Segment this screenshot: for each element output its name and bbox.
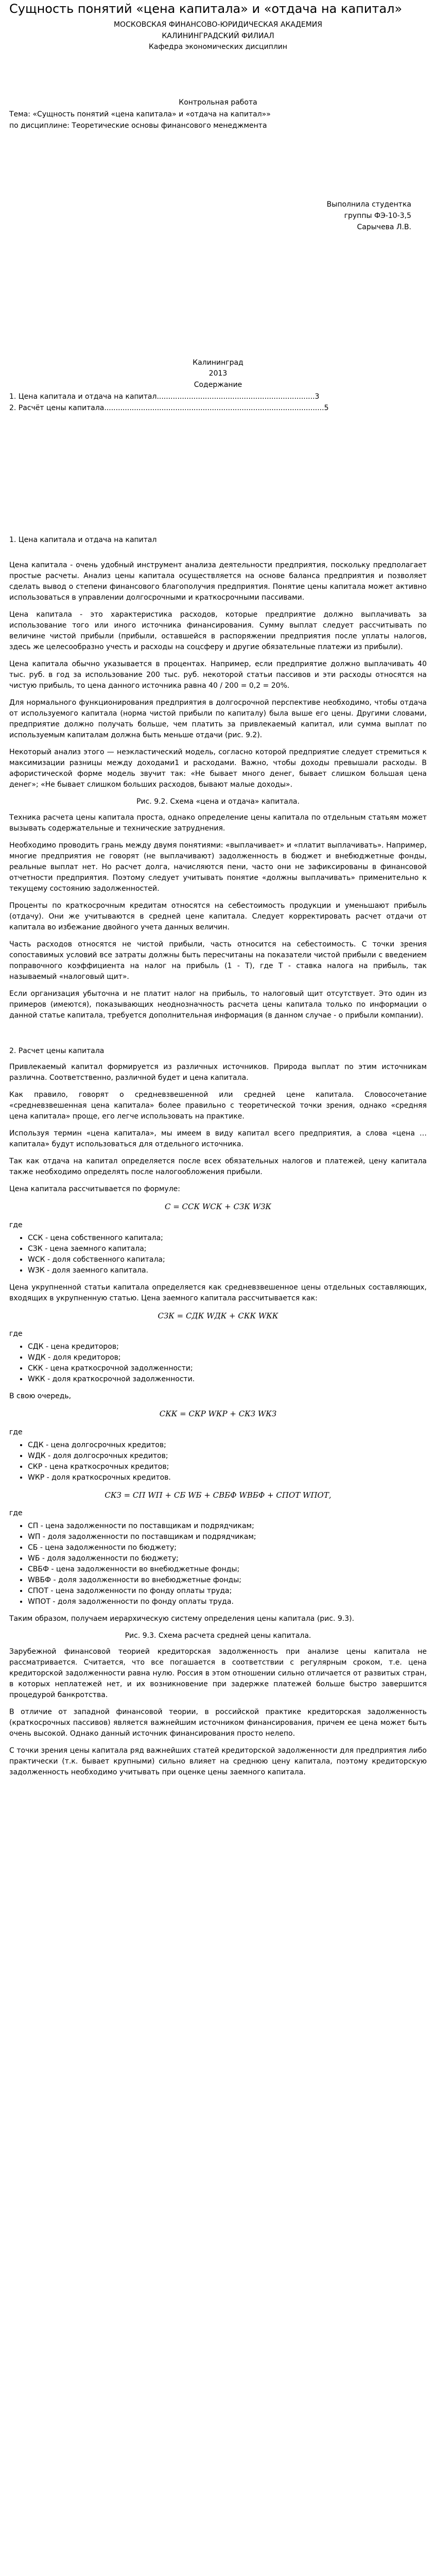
legend-item: • WДК - доля долгосрочных кредитов; xyxy=(28,1451,427,1462)
paragraph: Цена капитала рассчитывается по формуле: xyxy=(9,1185,180,1194)
paragraph: Цена капитала - очень удобный инструмент анализа деятельности предприятия, поскольку предполагает простые расчеты. Анализ цены капитала осуществляется на основе баланса предприятия и позволяет сделать вывод о степени финансового благополучия предприятия. Понятие цены капитала может активно использоваться в управлении долгосрочными и краткосрочными пассивами. xyxy=(9,561,427,602)
paragraph: Некоторый анализ этого — неэкластический модель, согласно которой предприятие следует стремиться к максимизации разницы между доходами1 и расходами. Важно, чтобы доходы превышали расходы. В афористической форме модель звучит так: «Не бывает много денег, бывает слишком большая цена денег»; «Не бывает слишком больших расходов, бывают малые доходы». xyxy=(9,748,427,789)
legend-item: • WБ - доля задолженности по бюджету; xyxy=(28,1553,427,1564)
formula-capital-cost: C = CСК WСК + CЗК WЗК xyxy=(164,1202,272,1212)
legend-item: • WП - доля задолженности по поставщикам и подрядчикам; xyxy=(28,1532,427,1543)
signature-line-2: группы ФЭ-10-3,5 xyxy=(344,211,411,220)
where-label: где xyxy=(9,1221,23,1229)
paragraph: Для нормального функционирования предприятия в долгосрочной перспективе необходимо, чтобы отдача от используемого капитала (норма чистой прибыли по капиталу) была выше его цены. Другими словами, предприятие должно получать больше, чем платить за привлекаемый капитал, или сумма выплат по используемым капиталам должна быть меньше отдачи (рис. 9.2). xyxy=(9,699,427,740)
where-label: где xyxy=(9,1330,23,1338)
formula-legend xyxy=(9,1233,427,1276)
formula-legend xyxy=(9,1440,427,1483)
legend-item: • CДК - цена кредиторов; xyxy=(28,1342,427,1352)
legend-item: • WПОТ - доля задолженности по фонду оплаты труда. xyxy=(28,1597,427,1607)
section-1-heading: 1. Цена капитала и отдача на капитал xyxy=(9,536,157,545)
section-1 xyxy=(9,535,427,1021)
signature-line-3: Сарычева Л.В. xyxy=(357,223,411,232)
table-of-contents xyxy=(9,380,427,414)
department-name: Кафедра экономических дисциплин xyxy=(148,43,288,52)
paragraph: Как правило, говорят о средневзвешенной или средней цене капитала. Словосочетание «средневзвешенная цена капитала» более правильно с теоретической точки зрения, однако «средняя цена капитала» проще, его легче использовать на практике. xyxy=(9,1091,427,1121)
paragraph: Цена укрупненной статьи капитала определяется как средневзвешенное цены отдельных составляющих, входящих в укрупненную статью. Цена заемного капитала рассчитывается как: xyxy=(9,1283,427,1302)
toc-item[interactable]: 2. Расчёт цены капитала................................................................................................5 xyxy=(9,403,329,412)
legend-item: • CП - цена задолженности по поставщикам и подрядчикам; xyxy=(28,1521,427,1532)
where-label: где xyxy=(9,1428,23,1436)
branch-name: КАЛИНИНГРАДСКИЙ ФИЛИАЛ xyxy=(162,31,274,40)
formula-debt-cost: CЗК = CДК WДК + CКК WКК xyxy=(158,1311,278,1320)
figure-caption: Рис. 9.2. Схема «цена и отдача» капитала. xyxy=(136,798,300,806)
legend-item: • CБ - цена задолженности по бюджету; xyxy=(28,1543,427,1553)
paragraph: Цена капитала обычно указывается в процентах. Например, если предприятие должно выплачивать 40 тыс. руб. в год за использование 200 тыс. руб. некоторой статьи пассивов и эти расходы относятся на чистую прибыль, то цена данного источника равна 40 / 200 = 0,2 = 20%. xyxy=(9,660,427,690)
paragraph: Если организация убыточна и не платит налог на прибыль, то налоговый щит отсутствует. Это один из примеров (имеются), показывающих неоднозначность расчета цены капитала только по информации о данной статье капитала, требуется дополнительная информация (в данном случае - о прибыли компании). xyxy=(9,990,427,1020)
legend-item: • CКК - цена краткосрочной задолженности; xyxy=(28,1363,427,1374)
paragraph: Необходимо проводить грань между двумя понятиями: «выплачивает» и «платит выплачивать». Например, многие предприятия не говорят (не выплачивают) задолженность в бюджет и внебюджетные фонды, реальные выплат нет. Но расчет долга, начисляются пени, часто они не зафиксированы в финансовой отчетности предприятия. Поэтому следует учитывать понятие «должны выплачивать» применительно к текущему состоянию задолженностей. xyxy=(9,841,427,893)
section-2 xyxy=(9,1046,427,1778)
work-topic: Тема: «Сущность понятий «цена капитала» и «отдача на капитал»» xyxy=(9,110,271,118)
signature-area xyxy=(9,132,427,302)
paragraph: Проценты по краткосрочным кредитам относятся на себестоимость продукции и уменьшают прибыль (отдачу). Они же учитываются в средней цене капитала. Следует корректировать расчет отдачи от капитала во избежание двойного учета данных величин. xyxy=(9,902,427,932)
section-2-heading: 2. Расчет цены капитала xyxy=(9,1047,104,1056)
formula-short-term-cost: CКК = CКР WКР + CКЗ WКЗ xyxy=(159,1409,277,1419)
legend-item: • WСК - доля собственного капитала; xyxy=(28,1255,427,1265)
legend-item: • CКР - цена краткосрочных кредитов; xyxy=(28,1462,427,1472)
legend-item: • CЗК - цена заемного капитала; xyxy=(28,1244,427,1255)
paragraph: Используя термин «цена капитала», мы имеем в виду капитал всего предприятия, а слова «цена … капитала» будут использоваться для отдельного источника. xyxy=(9,1129,427,1149)
work-discipline: по дисциплине: Теоретические основы финансового менеджмента xyxy=(9,122,267,130)
formula-legend xyxy=(9,1521,427,1607)
legend-item: • WВБФ - доля задолженности во внебюджетные фонды; xyxy=(28,1575,427,1586)
toc-heading: Содержание xyxy=(194,380,242,389)
paragraph: Привлекаемый капитал формируется из различных источников. Природа выплат по этим источникам различна. Соответственно, различной будет и цена капитала. xyxy=(9,1063,427,1082)
legend-item: • WКК - доля краткосрочной задолженности. xyxy=(28,1374,427,1385)
document-page xyxy=(0,1,436,1778)
signature-block xyxy=(327,199,411,233)
paragraph: В отличие от западной финансовой теории, в российской практике кредиторская задолженность (краткосрочных пассивов) является важнейшим источником финансирования, причем ее цена может быть очень высокой. Однако данный источник финансирования просто нелепо. xyxy=(9,1708,427,1738)
legend-item: • CВБФ - цена задолженности во внебюджетные фонды; xyxy=(28,1564,427,1575)
legend-item: • WДК - доля кредиторов; xyxy=(28,1352,427,1363)
paragraph: Часть расходов относятся не чистой прибыли, часть относится на себестоимость. С точки зрения сопоставимых условий все затраты должны быть пересчитаны на показатели чистой прибыли с введением поправочного коэффициента на налог на прибыль (1 - T), где T - ставка налога на прибыль, так называемый «налоговый щит». xyxy=(9,940,427,981)
legend-item: • CДК - цена долгосрочных кредитов; xyxy=(28,1440,427,1451)
paragraph: Так как отдача на капитал определяется после всех обязательных налогов и платежей, цену капитала также необходимо определять после налогообложения прибыли. xyxy=(9,1157,427,1177)
paragraph: Таким образом, получаем иерархическую систему определения цены капитала (рис. 9.3). xyxy=(9,1615,355,1623)
signature-line-1: Выполнила студентка xyxy=(326,200,411,209)
formula-payables-cost: CКЗ = CП WП + CБ WБ + CВБФ WВБФ + CПОТ WПОТ, xyxy=(104,1490,332,1500)
title-page xyxy=(9,20,427,380)
toc-item[interactable]: 1. Цена капитала и отдача на капитал.....................................................................3 xyxy=(9,392,320,401)
legend-item: • WЗК - доля заемного капитала. xyxy=(28,1265,427,1276)
paragraph: Техника расчета цены капитала проста, однако определение цены капитала по отдельным статьям может вызывать содержательные и технические затруднения. xyxy=(9,814,427,833)
document-title: Сущность понятий «цена капитала» и «отдача на капитал» xyxy=(9,2,403,16)
legend-item: • CПОТ - цена задолженности по фонду оплаты труда; xyxy=(28,1586,427,1597)
legend-item: • WКР - доля краткосрочных кредитов. xyxy=(28,1472,427,1483)
work-type: Контрольная работа xyxy=(179,98,257,107)
city: Калининград xyxy=(193,358,243,367)
year: 2013 xyxy=(208,369,228,378)
paragraph: Зарубежной финансовой теорией кредиторская задолженность при анализе цены капитала не рассматривается. Считается, что все погашается в соответствии с регулярным сроком, т.е. цена кредиторской задолженности равна нулю. Россия в этом отношении сильно отличается от развитых стран, в которых неплатежей нет, и их возникновение при задержке платежей больше быстро завершится процедурой банкротства. xyxy=(9,1648,427,1700)
paragraph: В свою очередь, xyxy=(9,1392,72,1401)
academy-name: МОСКОВСКАЯ ФИНАНСОВО-ЮРИДИЧЕСКАЯ АКАДЕМИЯ xyxy=(113,21,323,29)
paragraph: Цена капитала - это характеристика расходов, которые предприятие должно выплачивать за использование того или иного источника финансирования. Сумму выплат следует рассчитывать по величине чистой прибыли (прибыли, оставшейся в распоряжении предприятия после уплаты налогов, здесь же целесообразно учесть и расходы на соцсферу и другие обязательные платежи из прибыли). xyxy=(9,611,427,652)
legend-item: • CСК - цена собственного капитала; xyxy=(28,1233,427,1244)
figure-caption: Рис. 9.3. Схема расчета средней цены капитала. xyxy=(125,1632,311,1640)
where-label: где xyxy=(9,1509,23,1518)
formula-legend xyxy=(9,1342,427,1385)
paragraph: С точки зрения цены капитала ряд важнейших статей кредиторской задолженности для предприятия либо практически (т.к. бывает крупными) сильно влияет на среднюю цену капитала, поэтому кредиторскую задолженность необходимо учитывать при оценке цены заемного капитала. xyxy=(9,1747,427,1777)
